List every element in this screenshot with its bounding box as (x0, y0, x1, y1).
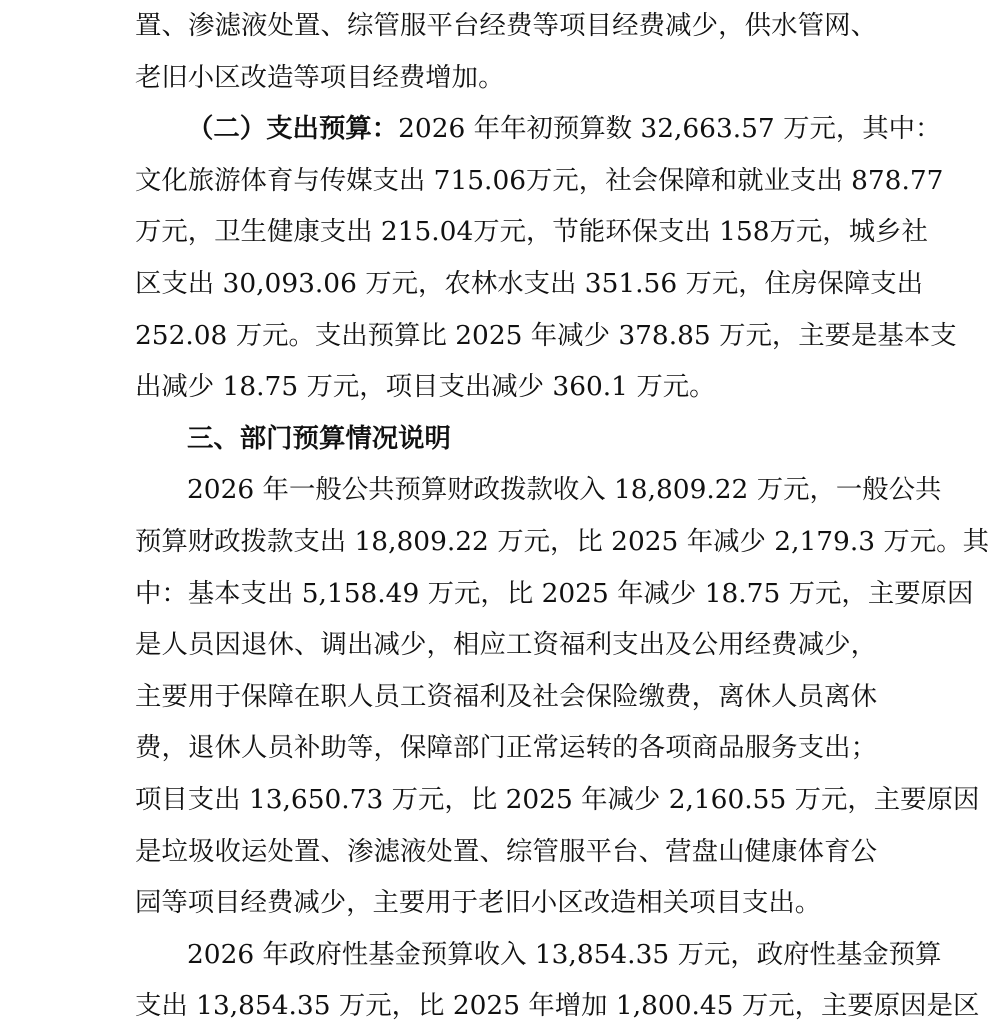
text-line: 中：基本支出 5,158.49 万元，比 2025 年减少 18.75 万元，主要原因 (135, 577, 974, 609)
text-line (187, 103, 942, 155)
text-line: 置、渗滤液处置、综管服平台经费等项目经费减少，供水管网、 (135, 10, 877, 41)
text-line: 园等项目经费减少，主要用于老旧小区改造相关项目支出。 (135, 887, 822, 919)
text-line: 老旧小区改造等项目经费增加。 (135, 61, 505, 93)
text-line: 2026 年一般公共预算财政拨款收入 18,809.22 万元，一般公共 (187, 474, 942, 506)
text-line: 252.08 万元。支出预算比 2025 年减少 378.85 万元，主要是基本支 (135, 319, 957, 351)
text-line: 主要用于保障在职人员工资福利及社会保险缴费，离休人员离休 (135, 680, 877, 712)
text-line: 是人员因退休、调出减少，相应工资福利支出及公用经费减少， (135, 629, 877, 661)
text-line: 支出 13,854.35 万元，比 2025 年增加 1,800.45 万元，主要原因是区 (135, 990, 980, 1022)
text-line-rest: 2026 年年初预算数 32,663.57 万元，其中： (398, 113, 942, 145)
text-line: 2026 年政府性基金预算收入 13,854.35 万元，政府性基金预算 (187, 938, 942, 970)
text-line: 项目支出 13,650.73 万元，比 2025 年减少 2,160.55 万元，主要原因 (135, 784, 980, 815)
text-line: 费，退休人员补助等，保障部门正常运转的各项商品服务支出； (135, 732, 877, 764)
document-page (135, 0, 989, 1022)
text-line: 万元，卫生健康支出 215.04万元，节能环保支出 158万元，城乡社 (135, 216, 928, 248)
text-line: 出减少 18.75 万元，项目支出减少 360.1 万元。 (135, 371, 716, 403)
text-line: 是垃圾收运处置、渗滤液处置、综管服平台、营盘山健康体育公 (135, 835, 877, 867)
text-line: 文化旅游体育与传媒支出 715.06万元，社会保障和就业支出 878.77 (135, 164, 944, 196)
text-line: 预算财政拨款支出 18,809.22 万元，比 2025 年减少 2,179.3 万元。其 (135, 526, 989, 557)
section-heading: 三、部门预算情况说明 (187, 422, 451, 454)
section-subheading: （二）支出预算： (187, 113, 399, 145)
text-line: 区支出 30,093.06 万元，农林水支出 351.56 万元，住房保障支出 (135, 268, 924, 299)
